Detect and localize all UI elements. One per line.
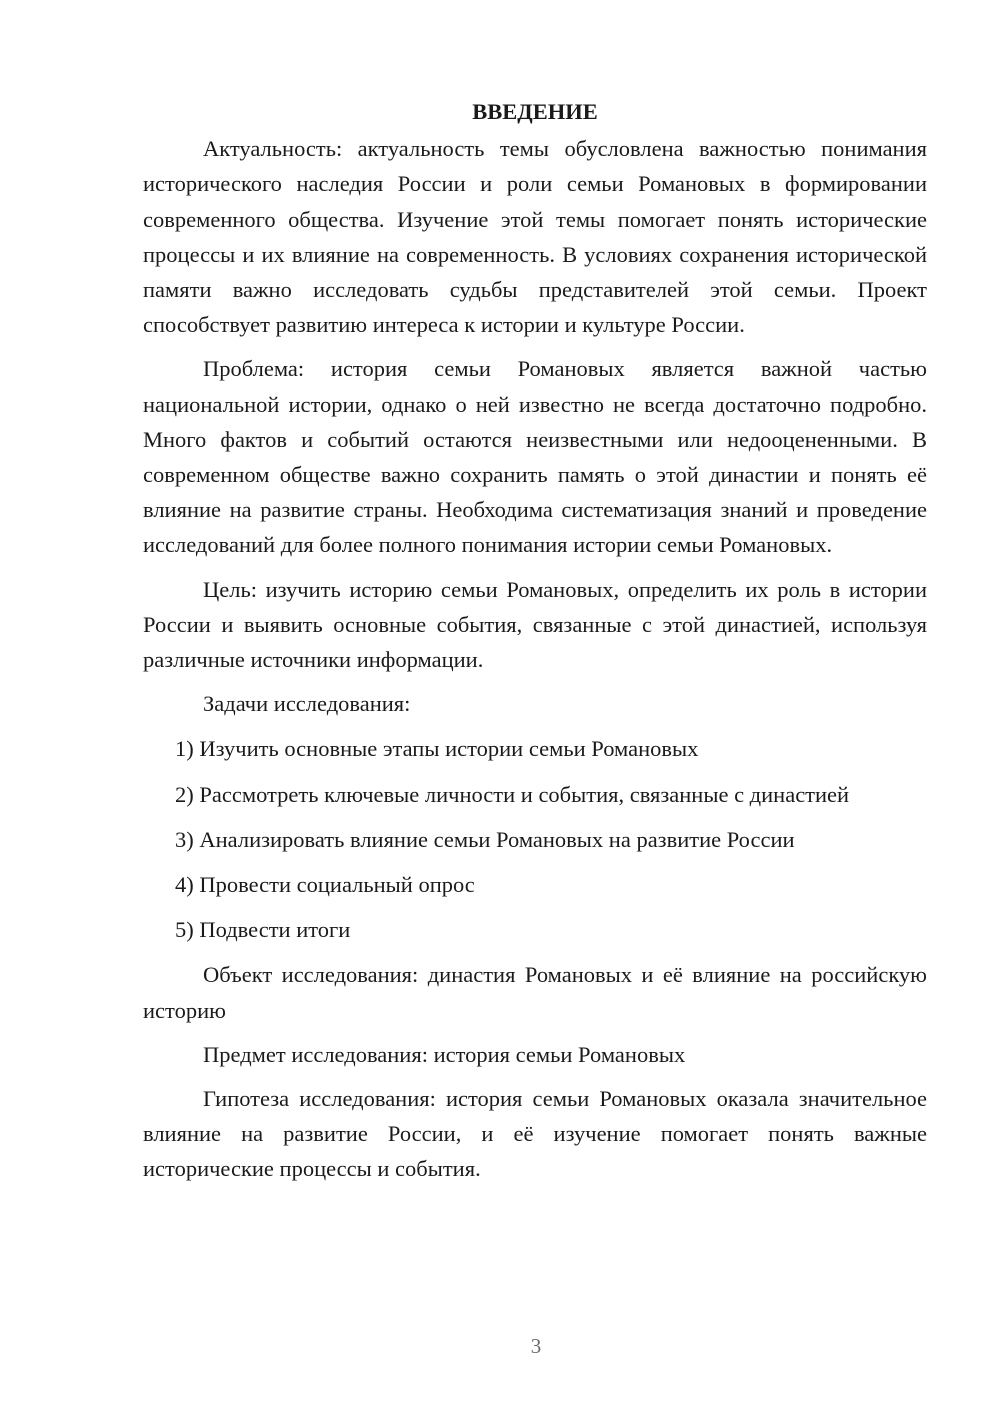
page-content (143, 94, 927, 1196)
tasks-header: Задачи исследования: (203, 691, 411, 717)
task-item: 1) Изучить основные этапы истории семьи Романовых (175, 736, 699, 762)
paragraph-object: Объект исследования: династия Романовых и её влияние на российскую историю (143, 962, 927, 1023)
task-item: 4) Провести социальный опрос (175, 872, 475, 898)
task-item: 2) Рассмотреть ключевые личности и события, связанные с династией (175, 781, 850, 807)
paragraph-goal: Цель: изучить историю семьи Романовых, определить их роль в истории России и выявить основные события, связанные с этой династией, используя различные источники информации. (143, 576, 927, 673)
section-title: ВВЕДЕНИЕ (472, 99, 598, 124)
paragraph-relevance: Актуальность: актуальность темы обусловлена важностью понимания исторического наследия России и роли семьи Романовых в формировании современного общества. Изучение этой темы помогает понять исторические процессы и их влияние на современность. В условиях сохранения исторической памяти важно исследовать судьбы представителей этой семьи. Проект способствует развитию интереса к истории и культуре России. (143, 136, 927, 338)
task-item: 5) Подвести итоги (175, 917, 351, 943)
task-list (143, 731, 927, 947)
page-number: 3 (530, 1334, 542, 1358)
paragraph-problem: Проблема: история семьи Романовых является важной частью национальной истории, однако о ней известно не всегда достаточно подробно. Много фактов и событий остаются неизвестными или недооцененными. В современном обществе важно сохранить память о этой династии и понять её влияние на развитие страны. Необходима систематизация знаний и проведение исследований для более полного понимания истории семьи Романовых. (143, 356, 927, 558)
paragraph-subject: Предмет исследования: история семьи Романовых (203, 1041, 686, 1067)
paragraph-hypothesis: Гипотеза исследования: история семьи Романовых оказала значительное влияние на развитие России, и её изучение помогает понять важные исторические процессы и события. (143, 1086, 927, 1182)
task-item: 3) Анализировать влияние семьи Романовых на развитие России (175, 826, 795, 852)
